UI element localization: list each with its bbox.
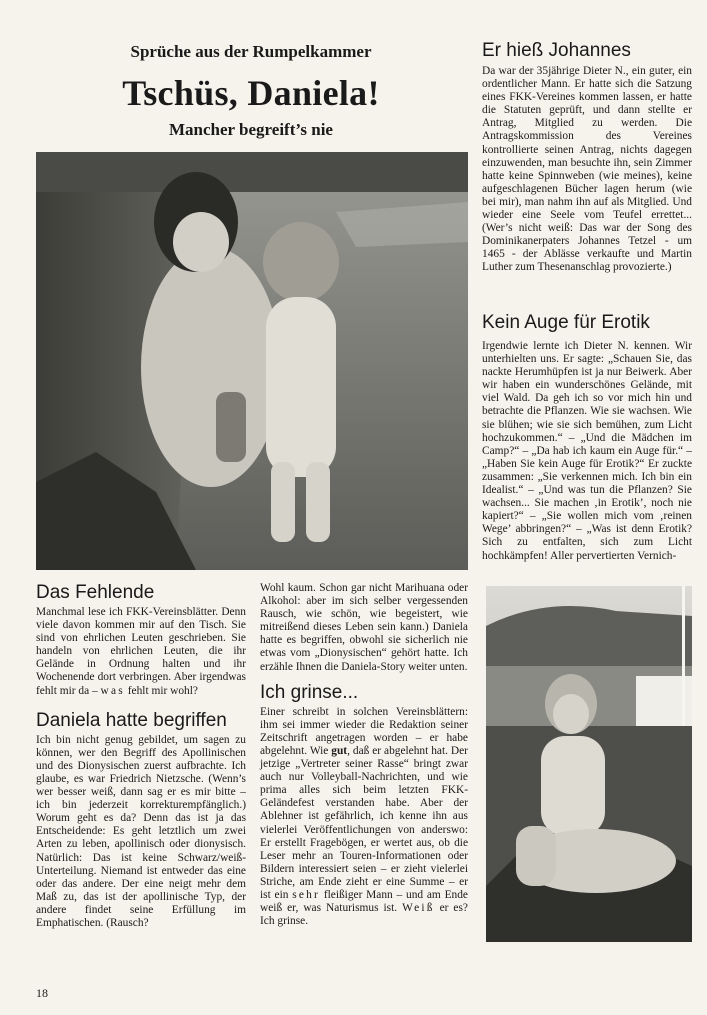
text-fehlende: Manchmal lese ich FKK-Vereinsblätter. Denn viele davon kommen mir auf den Tisch. Sie sind von ehrlichen Leuten geschrieben. Sie handeln von ehrlichen Leuten, die ihr Gelände in Ordnung halten und ihr Wochenende dort verbringen. Aber irgendwas fehlt mir da – was fehlt mir wohl? (36, 606, 246, 697)
text-rausch: Wohl kaum. Schon gar nicht Marihuana oder Alkohol: aber im sich selber vergessenden Rausch, wie schön, wie begeistert, wie mitreißend dieses Leben sein kann.) Daniela hatte es begriffen, obwohl sie sicherlich nie etwas vom „Dionysischen“ gehört hatte. Ich erzähle Ihnen die Daniela-Story weiter unten. (260, 582, 468, 673)
page-number: 18 (36, 986, 48, 1000)
photo-woman-child-at-water (36, 152, 468, 570)
heading-begriffen: Daniela hatte begriffen (36, 709, 227, 731)
text-grinse: Einer schreibt in solchen Vereinsblättern: ihm sei immer wieder die Redaktion seiner Zeitschrift angetragen worden – er habe abgelehnt. Wie gut, daß er abgelehnt hat. Der jetzige „Vertreter seiner Rasse“ bringt zwar auch nur Volleyball-Nachrichten, und wie prima alles sich beim letzten FKK-Geländefest verstanden habe. Aber der Ablehner ist gefährlich, ich kenne ihn aus vielerlei Veröffentlichungen von anderswo: Er erstellt Fragebögen, er wertet aus, ob die Leser mehr an Touren-Informationen oder Bildern interessiert seien – er zieht vielerlei Striche, am Ende zieht er eine Summe – er ist ein sehr fleißiger Mann – und am Ende weiß er, was Naturismus ist. Weiß er es? Ich grinse. (260, 705, 468, 928)
text-johannes: Da war der 35jährige Dieter N., ein guter, ein ordentlicher Mann. Er hatte sich die Satzung eines FKK-Vereines kommen lassen, er hatte die Statuten geprüft, und dann stellte er Antrag, Mitglied zu werden. Die Antragskommission des Vereines kontrollierte seinen Antrag, nichts dagegen einzuwenden, man besuchte ihn, sein Zimmer hatte keine Spinnweben (wie meines), keine aufgeschlagenen Bücher lagen herum (wie bei mir), man nahm ihn auf als Mitglied. Und wieder eine Seele vom Teufel errettet... (Wer’s nicht weiß: Das war der Song des Dominikanerpaters Johannes Tetzel - um 1465 - der Ablässe verkaufte und Martin Luther zum Thesenanschlag provozierte.) (482, 65, 692, 274)
article-kicker: Sprüche aus der Rumpelkammer (130, 42, 372, 61)
heading-johannes: Er hieß Johannes (482, 40, 631, 61)
text-erotik: Irgendwie lernte ich Dieter N. kennen. Wir unterhielten uns. Er sagte: „Schauen Sie, das nackte Herumhüpfen ist ja nur Beiwerk. Aber wir haben ein wunderschönes Gelände, mit viel Wald. Da geh ich so vor mich hin und betrachte die Pflanzen. Wie sie wachsen. Wie sie blühen; wie sie sich bemühen, zum Licht hochzukommen.“ – „Und die Mädchen im Camp?“ – „Da hab ich kaum ein Auge für.“ – „Haben Sie kein Auge für Erotik?“ Er zuckte zusammen: „Sie verkennen mich. Ich bin ein Idealist.“ – „Und was tun die Pflanzen? Sie wachsen... Sie machen ‚in Erotik’, noch nie kapiert?“ – „Sie wollen mich vom ‚reinen Wege’ abbringen?“ – „Was ist denn Erotik? Sich zu entfalten, sich zum Licht hochkämpfen! Aller pervertierten Vernich- (482, 340, 692, 562)
text-begriffen: Ich bin nicht genug gebildet, um sagen zu können, wer den Begriff des Apollinischen und des Dionysischen zuerst aufbrachte. Ich glaube, es war Friedrich Nietzsche. (Wenn’s wer besser weiß, dann sag er es mir bitte – ich bin jederzeit korrekturempfänglich.) Worum geht es da? Denn das ist ja das Entscheidende: Es geht letztlich um zwei Arten zu leben, apollinisch oder dionysisch. Natürlich: Das ist keine Schwarz/weiß-Unterteilung. Niemand ist entweder das eine oder das andere. Der eine neigt mehr dem Maß zu, das ist der apollinische Typ, der andere findet seine Erfüllung im Emphatischen. (Rausch? (36, 733, 246, 929)
article-title: Tschüs, Daniela! (122, 73, 380, 113)
heading-erotik: Kein Auge für Erotik (482, 312, 650, 333)
article-subtitle: Mancher begreift’s nie (169, 120, 333, 139)
photo-girl-sitting-in-grass (486, 586, 692, 942)
heading-grinse: Ich grinse... (260, 681, 359, 703)
heading-fehlende: Das Fehlende (36, 582, 155, 603)
